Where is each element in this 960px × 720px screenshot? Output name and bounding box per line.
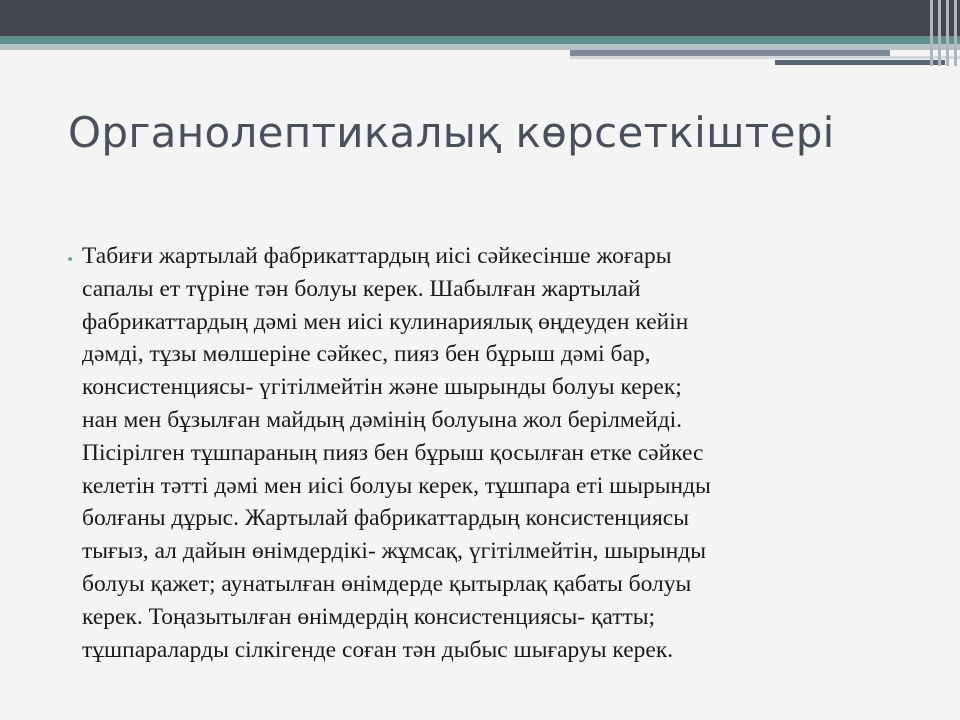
slide-title: Органолептикалық көрсеткіштері — [68, 108, 835, 157]
text-line: Табиғи жартылай фабрикаттардың иісі сәйкесінше жоғары — [82, 243, 672, 269]
bullet-icon: • — [66, 252, 75, 268]
text-line: фабрикаттардың дәмі мен иісі кулинариялық өңдеуден кейін — [82, 308, 689, 335]
text-line: тұшпараларды сілкігенде соған тән дыбыс шығаруы керек. — [82, 636, 674, 663]
stripe — [946, 0, 949, 66]
text-line: келетін тәтті дәмі мен иісі болуы керек, тұшпара еті шырынды — [82, 472, 711, 499]
bullet-text — [82, 240, 902, 666]
text-line: нан мен бұзылған майдың дәмінің болуына жол берілмейді. — [82, 406, 683, 433]
text-line: болуы қажет; аунатылған өнімдерде қытырлақ қабаты болуы — [82, 570, 692, 597]
decorative-line — [570, 56, 960, 59]
decorative-stripes — [926, 0, 960, 66]
text-line: дәмді, тұзы мөлшеріне сәйкес, пияз бен бұрыш дәмі бар, — [82, 341, 651, 368]
text-line: керек. Тоңазытылған өнімдердің консистенциясы- қатты; — [82, 603, 656, 630]
header-bar — [0, 0, 960, 36]
header-accent-band — [0, 36, 960, 44]
stripe — [930, 0, 933, 66]
text-line: Пісірілген тұшпараның пияз бен бұрыш қосылған етке сәйкес — [82, 439, 704, 466]
text-line: сапалы ет түріне тән болуы керек. Шабылған жартылай — [82, 275, 641, 302]
stripe — [954, 0, 957, 66]
text-line: консистенциясы- үгітілмейтін және шырынды болуы керек; — [82, 374, 682, 401]
stripe — [938, 0, 941, 66]
text-line: тығыз, ал дайын өнімдердікі- жұмсақ, үгітілмейтін, шырынды — [82, 538, 707, 565]
decorative-line — [775, 60, 945, 65]
text-line: болғаны дұрыс. Жартылай фабрикаттардың консистенциясы — [82, 505, 690, 532]
